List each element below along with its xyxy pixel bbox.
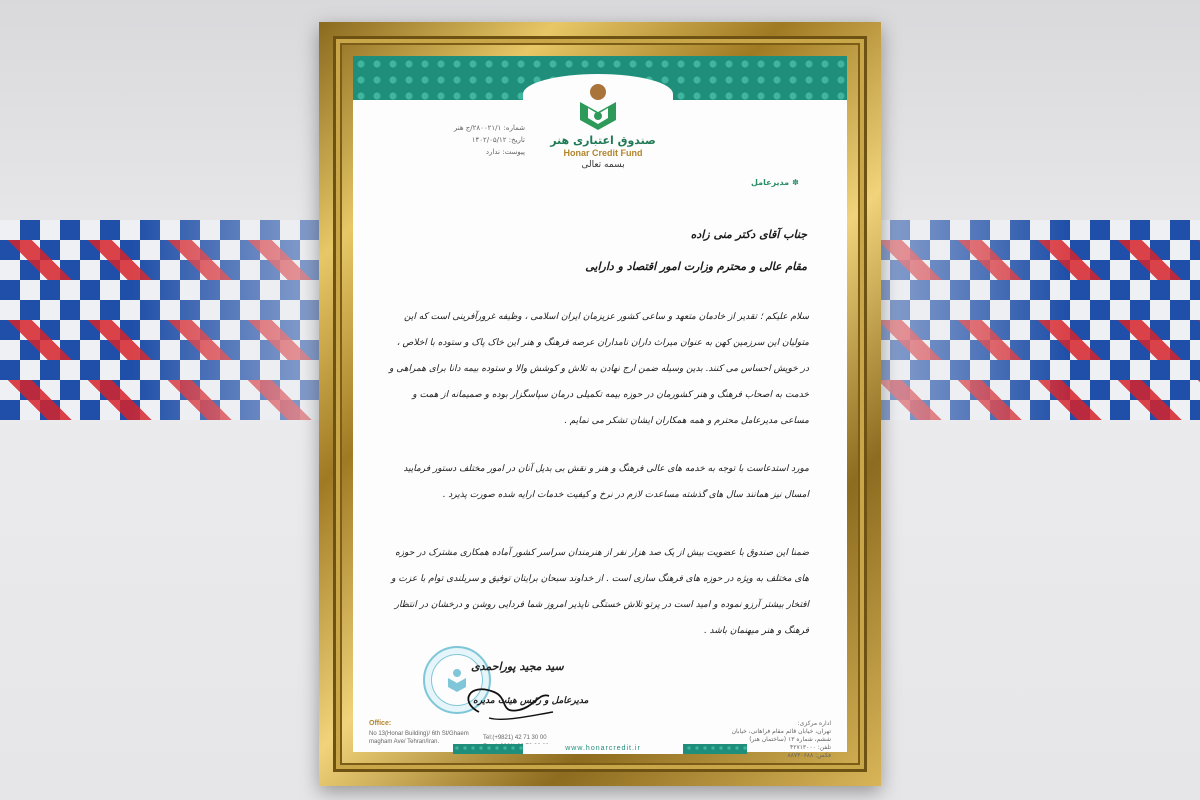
letter-paragraph-2: مورد استدعاست با توجه به خدمه های عالی فرهنگ و هنر و نقش بی بدیل آنان در امور مختلف دستور فرمایید امسال نیز همانند سال های گذشته مساعدت لازم در نرخ و کیفیت خدمات ارایه شده صورت پذیرد . [403, 464, 809, 500]
letter-number: شماره: ۲۸۰۰۲۱/۱/ج هنر [453, 124, 525, 132]
brand-name-en: Honar Credit Fund [563, 148, 643, 158]
tel-en: Tel:(+9821) 42 71 30 00 [483, 735, 547, 741]
signatory-name: سید مجید پوراحمدی [471, 660, 564, 673]
letter-date: تاریخ: ۱۴۰۲/۰۵/۱۲ [471, 136, 525, 144]
signatory-title: مدیرعامل و رئیس هیئت مدیره [473, 696, 589, 706]
letter-document [353, 56, 847, 759]
fund-logo-icon [576, 82, 620, 132]
ceo-label: مدیرعامل ✽ [751, 178, 799, 187]
addressee-name: جناب آقای دکتر منی زاده [690, 228, 807, 241]
website-link[interactable]: www.honarcredit.ir [523, 744, 683, 754]
letter-footer [353, 720, 847, 759]
decorative-band-right [870, 220, 1200, 420]
tel-fa: تلفن: ۴۲۷۱۳۰۰۰ [790, 744, 831, 751]
office-address-fa: تهران، خیابان قائم مقام فراهانی، خیابان ششم، شماره ۱۳ (ساختمان هنر) [731, 728, 831, 743]
letter-attachment: پیوست: ندارد [485, 148, 525, 156]
brand-name-fa: صندوق اعتباری هنر [550, 134, 656, 147]
letter-paragraph-1: سلام علیکم ؛ تقدیر از خادمان متعهد و ساعی کشور عزیزمان ایران اسلامی ، وظیفه غرورآفرینی است که این متولیان این سرزمین کهن به عنوان میراث داران نامداران عرصه فرهنگ و هنر این خاک پاک و ستوده با اخلاص ، در خویش احساس می کنند. بدین وسیله ضمن ارج نهادن به تلاش و کوشش والا و ستوده بیمه دانا برای همراهی و خدمت به اصحاب فرهنگ و هنر کشورمان در حوزه بیمه تکمیلی درمان سپاسگزار بوده و صمیمانه از همت و مساعی مدیرعامل محترم و همه همکاران ایشان تشکر می نمایم . [389, 312, 809, 426]
star-icon: ✽ [792, 178, 799, 187]
office-label-fa: اداره مرکزی: [797, 720, 831, 727]
decorative-band-left [0, 220, 330, 420]
office-address-fa-block [721, 720, 831, 760]
fax-fa: فکس: ۸۸۷۳۰۶۸۸ [787, 752, 831, 759]
letter-meta [415, 122, 525, 158]
gold-picture-frame [319, 22, 881, 786]
bismillah: بسمه تعالی [581, 160, 625, 170]
letter-paragraph-3: ضمنا این صندوق با عضویت بیش از یک صد هزار نفر از هنرمندان سراسر کشور آماده همکاری مشترک در حوزه های مختلف به ویژه در حوزه های فرهنگ سازی است . از خداوند سبحان برایتان توفیق و سربلندی توام با عزت و افتخار بیشتر آرزو نموده و امید است در پرتو تلاش خستگی ناپذیر امروز شما فردایی روشن و درخشان در انتظار فرهنگ و هنر میهنمان باشد . [391, 548, 809, 636]
addressee-title: مقام عالی و محترم وزارت امور اقتصاد و دارایی [585, 260, 807, 273]
office-label: Office: [369, 720, 392, 727]
office-address-en: No 13(Honar Building)/ 6th St/Ghaem magham Ave/ Tehran/Iran. [369, 731, 469, 745]
